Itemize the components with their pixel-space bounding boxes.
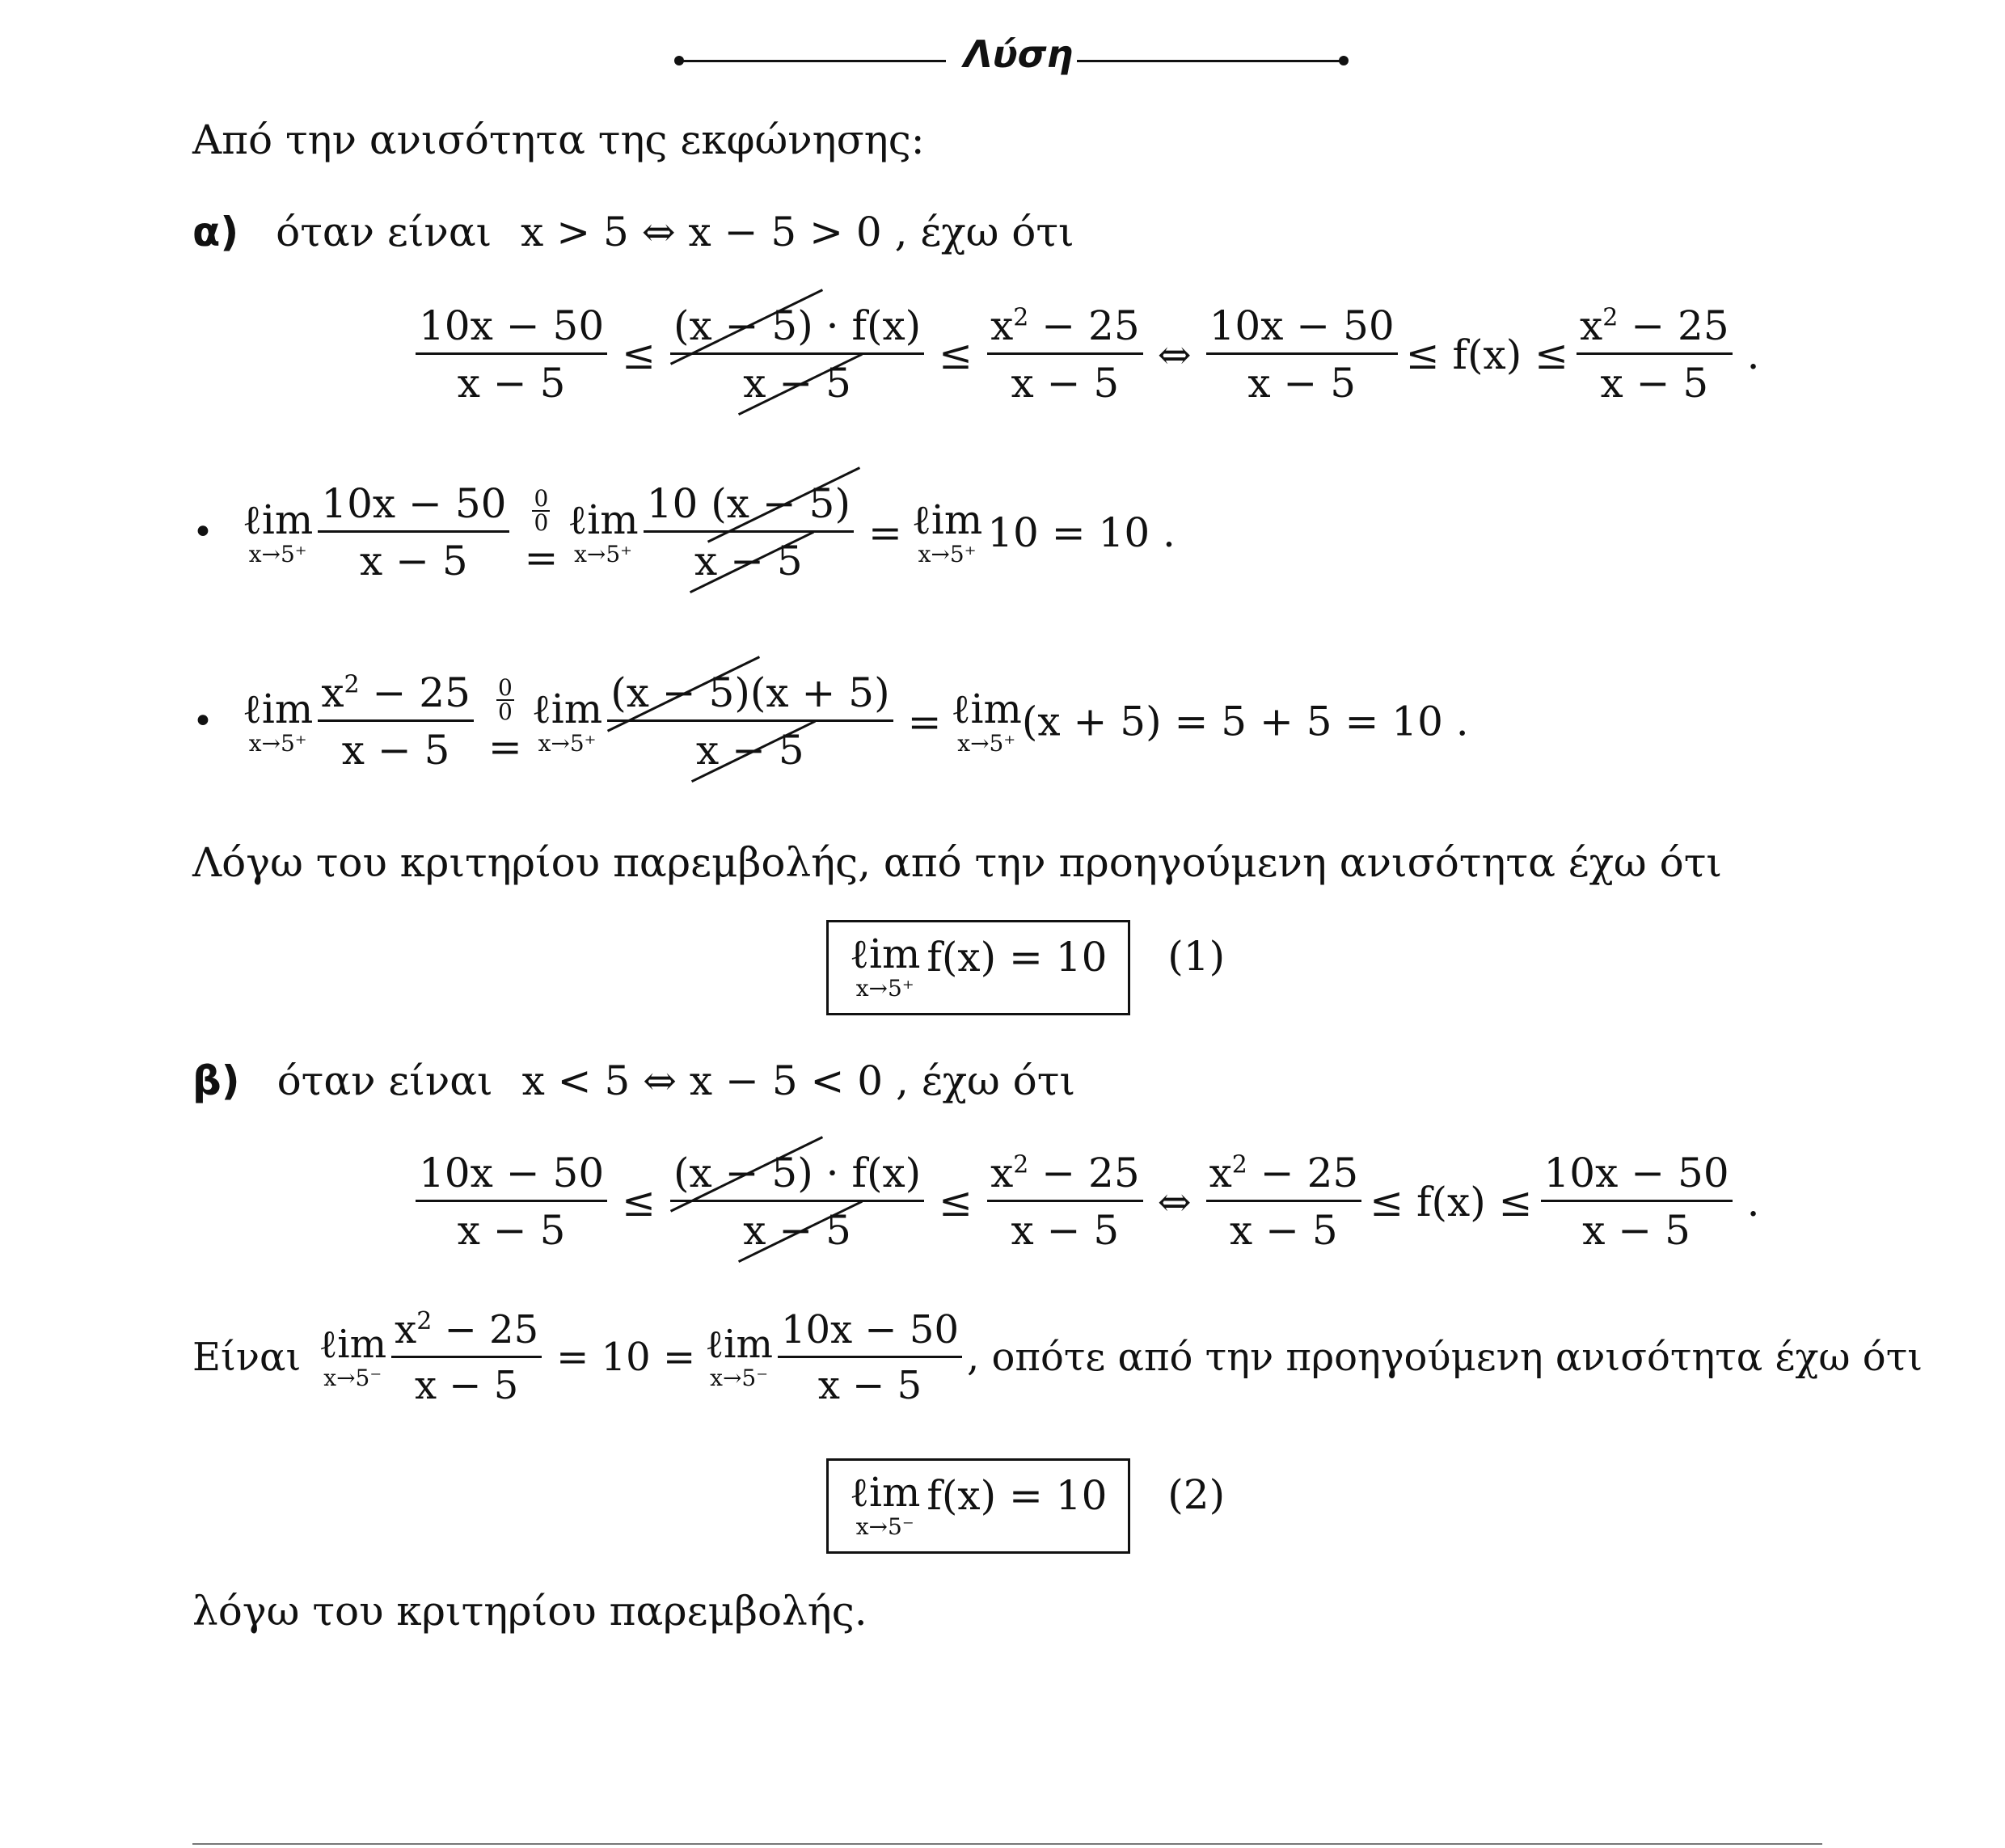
result-2-box: ℓim x→5⁻ f(x) = 10 [826, 1458, 1130, 1554]
part-a-post: , έχω ότι [894, 209, 1074, 255]
part-a-inequality: $\frac{10x - 50}{x - 5}$ ≤ $\frac{(x - 5) \cdot f(x)}{x - 5}$ ≤ $\frac{x^2 - 25}{x - 5}$ ⇔ $\frac{10x - 50}{x - 5}$ ≤ f(x) ≤ $\frac{x^2 - 25}{x - 5}$ . [411, 306, 1770, 403]
fraction: $\frac{(x - 5) \cdot f(x)}{x - 5}$ [670, 306, 924, 403]
closing-text: λόγω του κριτηρίου παρεμβολής. [192, 1588, 867, 1635]
part-b-label: β) [192, 1057, 240, 1104]
header-dot-left [674, 56, 684, 65]
part-a-heading [192, 209, 1074, 255]
part-b-post: , έχω ότι [896, 1057, 1076, 1104]
part-b-inequality: $\frac{10x - 50}{x - 5}$ ≤ $\frac{(x - 5) \cdot f(x)}{x - 5}$ ≤ $\frac{x^2 - 25}{x - 5}$ ⇔ $\frac{x^2 - 25}{x - 5}$ ≤ f(x) ≤ $\frac{10x - 50}{x - 5}$ . [411, 1153, 1770, 1251]
part-a-pre: όταν είναι [276, 209, 492, 255]
result-1 [826, 920, 1225, 1015]
intro-text: Από την ανισότητα της εκφώνησης: [192, 116, 925, 163]
fraction: $\frac{10x - 50}{x - 5}$ [416, 306, 607, 403]
bullet-limit-2: • ℓim x→5⁺ $\frac{x^2 - 25}{x - 5}$ $\frac{0}{0}$ = ℓim x→5⁺ $\frac{(x - 5)(x + 5)}{x - 5}$ = ℓim x→5⁺ (x + 5) = 5 + 5 = 10 . [192, 669, 1469, 774]
part-b-since: Είναι ℓim x→5⁻ $\frac{x^2 - 25}{x - 5}$ = 10 = ℓim x→5⁻ $\frac{10x - 50}{x - 5}$ , οπότε από την προηγούμενη ανισότητα έχω ότι [192, 1306, 1923, 1408]
page-title: Λύση [964, 32, 1074, 76]
part-b-condition: x < 5 ⇔ x − 5 < 0 [521, 1057, 884, 1104]
header-rule-left [679, 60, 946, 62]
result-1-box: ℓim x→5⁺ f(x) = 10 [826, 920, 1130, 1015]
part-b-pre: όταν είναι [276, 1057, 493, 1104]
header-rule-right [1077, 60, 1344, 62]
result-2 [826, 1458, 1225, 1554]
part-a-condition: x > 5 ⇔ x − 5 > 0 [521, 209, 882, 255]
part-a-conclusion: Λόγω του κριτηρίου παρεμβολής, από την προηγούμενη ανισότητα έχω ότι [192, 839, 1722, 886]
equation-tag-2: (2) [1167, 1471, 1226, 1518]
fraction: $\frac{x^2 - 25}{x - 5}$ [1577, 306, 1733, 403]
fraction: $\frac{10x - 50}{x - 5}$ [1206, 306, 1398, 403]
part-a-label: α) [192, 209, 239, 255]
footer-rule [192, 1843, 1822, 1845]
header-dot-right [1339, 56, 1349, 65]
bullet-limit-1: • ℓim x→5⁺ $\frac{10x - 50}{x - 5}$ $\frac{0}{0}$ = ℓim x→5⁺ $\frac{10 (x - 5)}{x - 5}$ = ℓim x→5⁺ 10 = 10 . [192, 480, 1176, 584]
part-b-heading [192, 1057, 1076, 1104]
equation-tag-1: (1) [1167, 933, 1226, 980]
fraction: $\frac{x^2 - 25}{x - 5}$ [987, 306, 1143, 403]
